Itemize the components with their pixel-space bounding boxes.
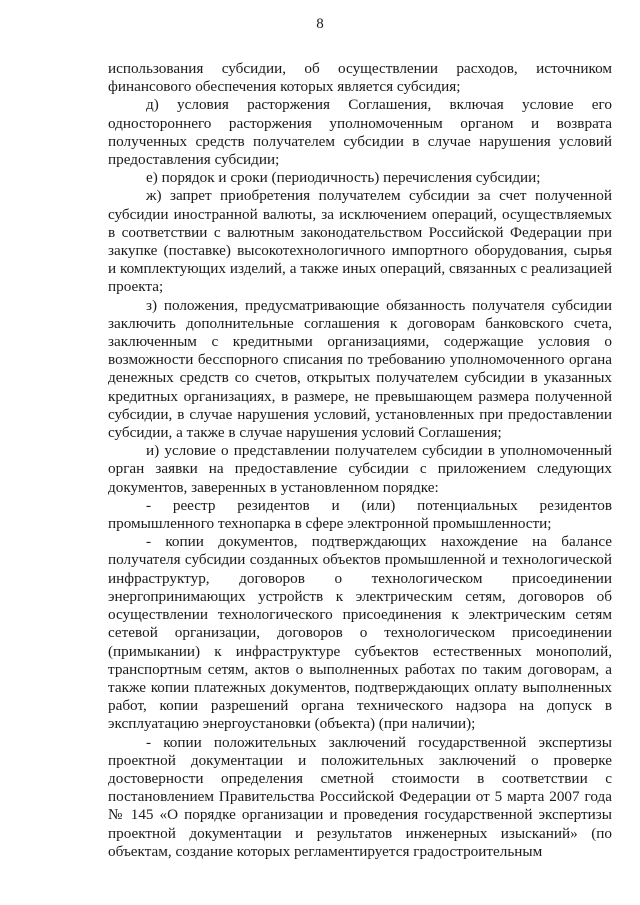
paragraph-i: и) условие о представлении получателем субсидии в уполномоченный орган заявки на предоставление субсидии с приложением следующих документов, заверенных в установленном порядке: [108, 442, 612, 496]
list-item-expertise-conclusions: - копии положительных заключений государственной экспертизы проектной документации и положительных заключений о проверке достоверности определения сметной стоимости в соответствии с постановлением Правительства Российской Федерации от 5 марта 2007 года № 145 «О порядке организации и проведения государственной экспертизы проектной документации и результатов инженерных изысканий» (по объектам, создание которых регламентируется градостроительным [108, 733, 612, 860]
document-body [108, 60, 612, 861]
paragraph-zh: ж) запрет приобретения получателем субсидии за счет полученной субсидии иностранной валюты, за исключением операций, осуществляемых в соответствии с валютным законодательством Российской Федерации при закупке (поставке) высокотехнологичного импортного оборудования, сырья и комплектующих изделий, а также иных операций, связанных с реализацией проекта; [108, 187, 612, 296]
list-item-registry: - реестр резидентов и (или) потенциальных резидентов промышленного технопарка в сфере электронной промышленности; [108, 496, 612, 533]
paragraph-e: е) порядок и сроки (периодичность) перечисления субсидии; [146, 169, 541, 187]
list-item-balance-documents: - копии документов, подтверждающих нахождение на балансе получателя субсидии созданных объектов промышленной и технологической инфраструктур, договоров о технологическом присоединении энергопринимающих устройств к электрическим сетям, договоров об осуществлении технологического присоединения к электрическим сетям сетевой организации, договоров о технологическом присоединении (примыкании) к инфраструктуре субъектов естественных монополий, транспортным сетям, актов о выполненных работах по таким договорам, а также копии платежных документов, подтверждающих оплату выполненных работ, копии разрешений органа технического надзора на допуск в эксплуатацию энергоустановки (объекта) (при наличии); [108, 533, 612, 733]
page-number: 8 [316, 16, 324, 32]
paragraph-z: з) положения, предусматривающие обязанность получателя субсидии заключить дополнительные соглашения к договорам банковского счета, заключенным с кредитными организациями, содержащие условия о возможности бесспорного списания по требованию уполномоченного органа денежных средств со счетов, открытых получателем субсидии в указанных кредитных организациях, в размере, не превышающем размера полученной субсидии, в случае нарушения условий, установленных при предоставлении субсидии, а также в случае нарушения условий Соглашения; [108, 296, 612, 442]
paragraph-d: д) условия расторжения Соглашения, включая условие его одностороннего расторжения уполномоченным органом и возврата полученных средств получателем субсидии в случае нарушения условий предоставления субсидии; [108, 96, 612, 169]
paragraph-continuation: использования субсидии, об осуществлении расходов, источником финансового обеспечения которых является субсидия; [108, 60, 612, 96]
